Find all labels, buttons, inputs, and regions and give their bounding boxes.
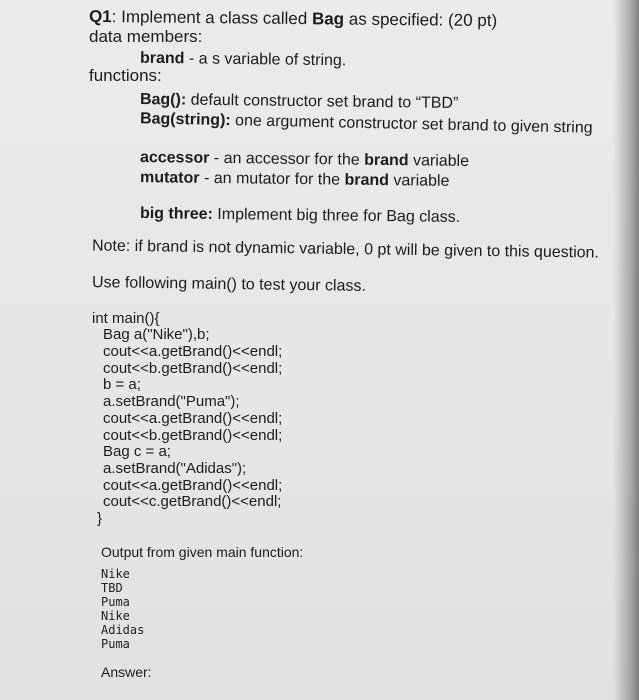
question-text-before: : Implement a class called bbox=[111, 7, 313, 29]
output-line: TBD bbox=[101, 581, 123, 595]
big-three-desc: Implement big three for Bag class. bbox=[212, 205, 461, 226]
code-line: cout<<c.getBrand()<<endl; bbox=[103, 493, 282, 510]
output-line: Nike bbox=[101, 567, 130, 581]
function-desc: default constructor set brand to “TBD” bbox=[186, 91, 459, 112]
use-main-line: Use following main() to test your class. bbox=[91, 274, 366, 295]
brand-member-desc: - a s variable of string. bbox=[184, 50, 347, 70]
code-line: cout<<b.getBrand()<<endl; bbox=[103, 427, 283, 444]
code-line: Bag c = a; bbox=[103, 443, 171, 460]
code-line: a.setBrand("Puma"); bbox=[103, 393, 240, 410]
output-line: Adidas bbox=[101, 623, 145, 637]
big-three-line bbox=[140, 205, 460, 227]
function-desc: one argument constructor set brand to given string bbox=[230, 112, 593, 137]
question-text-after: as specified: (20 pt) bbox=[344, 9, 498, 31]
code-line: Bag a("Nike"),b; bbox=[103, 326, 210, 343]
code-line: } bbox=[97, 510, 103, 527]
function-string-constructor bbox=[140, 110, 593, 137]
data-members-heading: data members: bbox=[89, 27, 203, 46]
mutator-desc: - an mutator for the bbox=[199, 169, 345, 189]
brand-member-name: brand bbox=[139, 49, 185, 68]
accessor-name: accessor bbox=[139, 148, 210, 167]
question-number: Q1 bbox=[88, 6, 112, 27]
brand-member-line bbox=[140, 50, 347, 71]
code-line: cout<<a.getBrand()<<endl; bbox=[103, 343, 283, 360]
output-line: Puma bbox=[101, 637, 130, 651]
code-line: cout<<a.getBrand()<<endl; bbox=[103, 410, 283, 427]
big-three-name: big three: bbox=[139, 205, 214, 223]
accessor-line bbox=[140, 149, 469, 171]
function-signature: Bag(): bbox=[139, 91, 187, 109]
accessor-desc-end: variable bbox=[408, 152, 470, 171]
functions-heading: functions: bbox=[89, 66, 162, 85]
code-line: a.setBrand("Adidas"); bbox=[103, 460, 247, 477]
output-line: Puma bbox=[101, 595, 130, 609]
output-heading: Output from given main function: bbox=[101, 544, 304, 560]
code-line: int main(){ bbox=[92, 310, 160, 327]
mutator-desc-end: variable bbox=[388, 172, 450, 190]
code-line: cout<<b.getBrand()<<endl; bbox=[103, 360, 283, 377]
accessor-var: brand bbox=[364, 151, 409, 170]
code-line: b = a; bbox=[103, 376, 141, 393]
note-line: Note: if brand is not dynamic variable, 0 pt will be given to this question. bbox=[91, 237, 600, 262]
answer-label: Answer: bbox=[101, 664, 152, 680]
class-name: Bag bbox=[311, 9, 345, 29]
mutator-name: mutator bbox=[139, 169, 200, 187]
mutator-var: brand bbox=[344, 171, 390, 190]
code-line: cout<<a.getBrand()<<endl; bbox=[103, 477, 283, 494]
function-signature: Bag(string): bbox=[139, 110, 231, 130]
page-edge-shadow bbox=[613, 0, 639, 700]
function-default-constructor bbox=[140, 91, 459, 113]
accessor-desc: - an accessor for the bbox=[209, 149, 365, 169]
mutator-line bbox=[140, 169, 450, 191]
output-line: Nike bbox=[101, 609, 130, 623]
